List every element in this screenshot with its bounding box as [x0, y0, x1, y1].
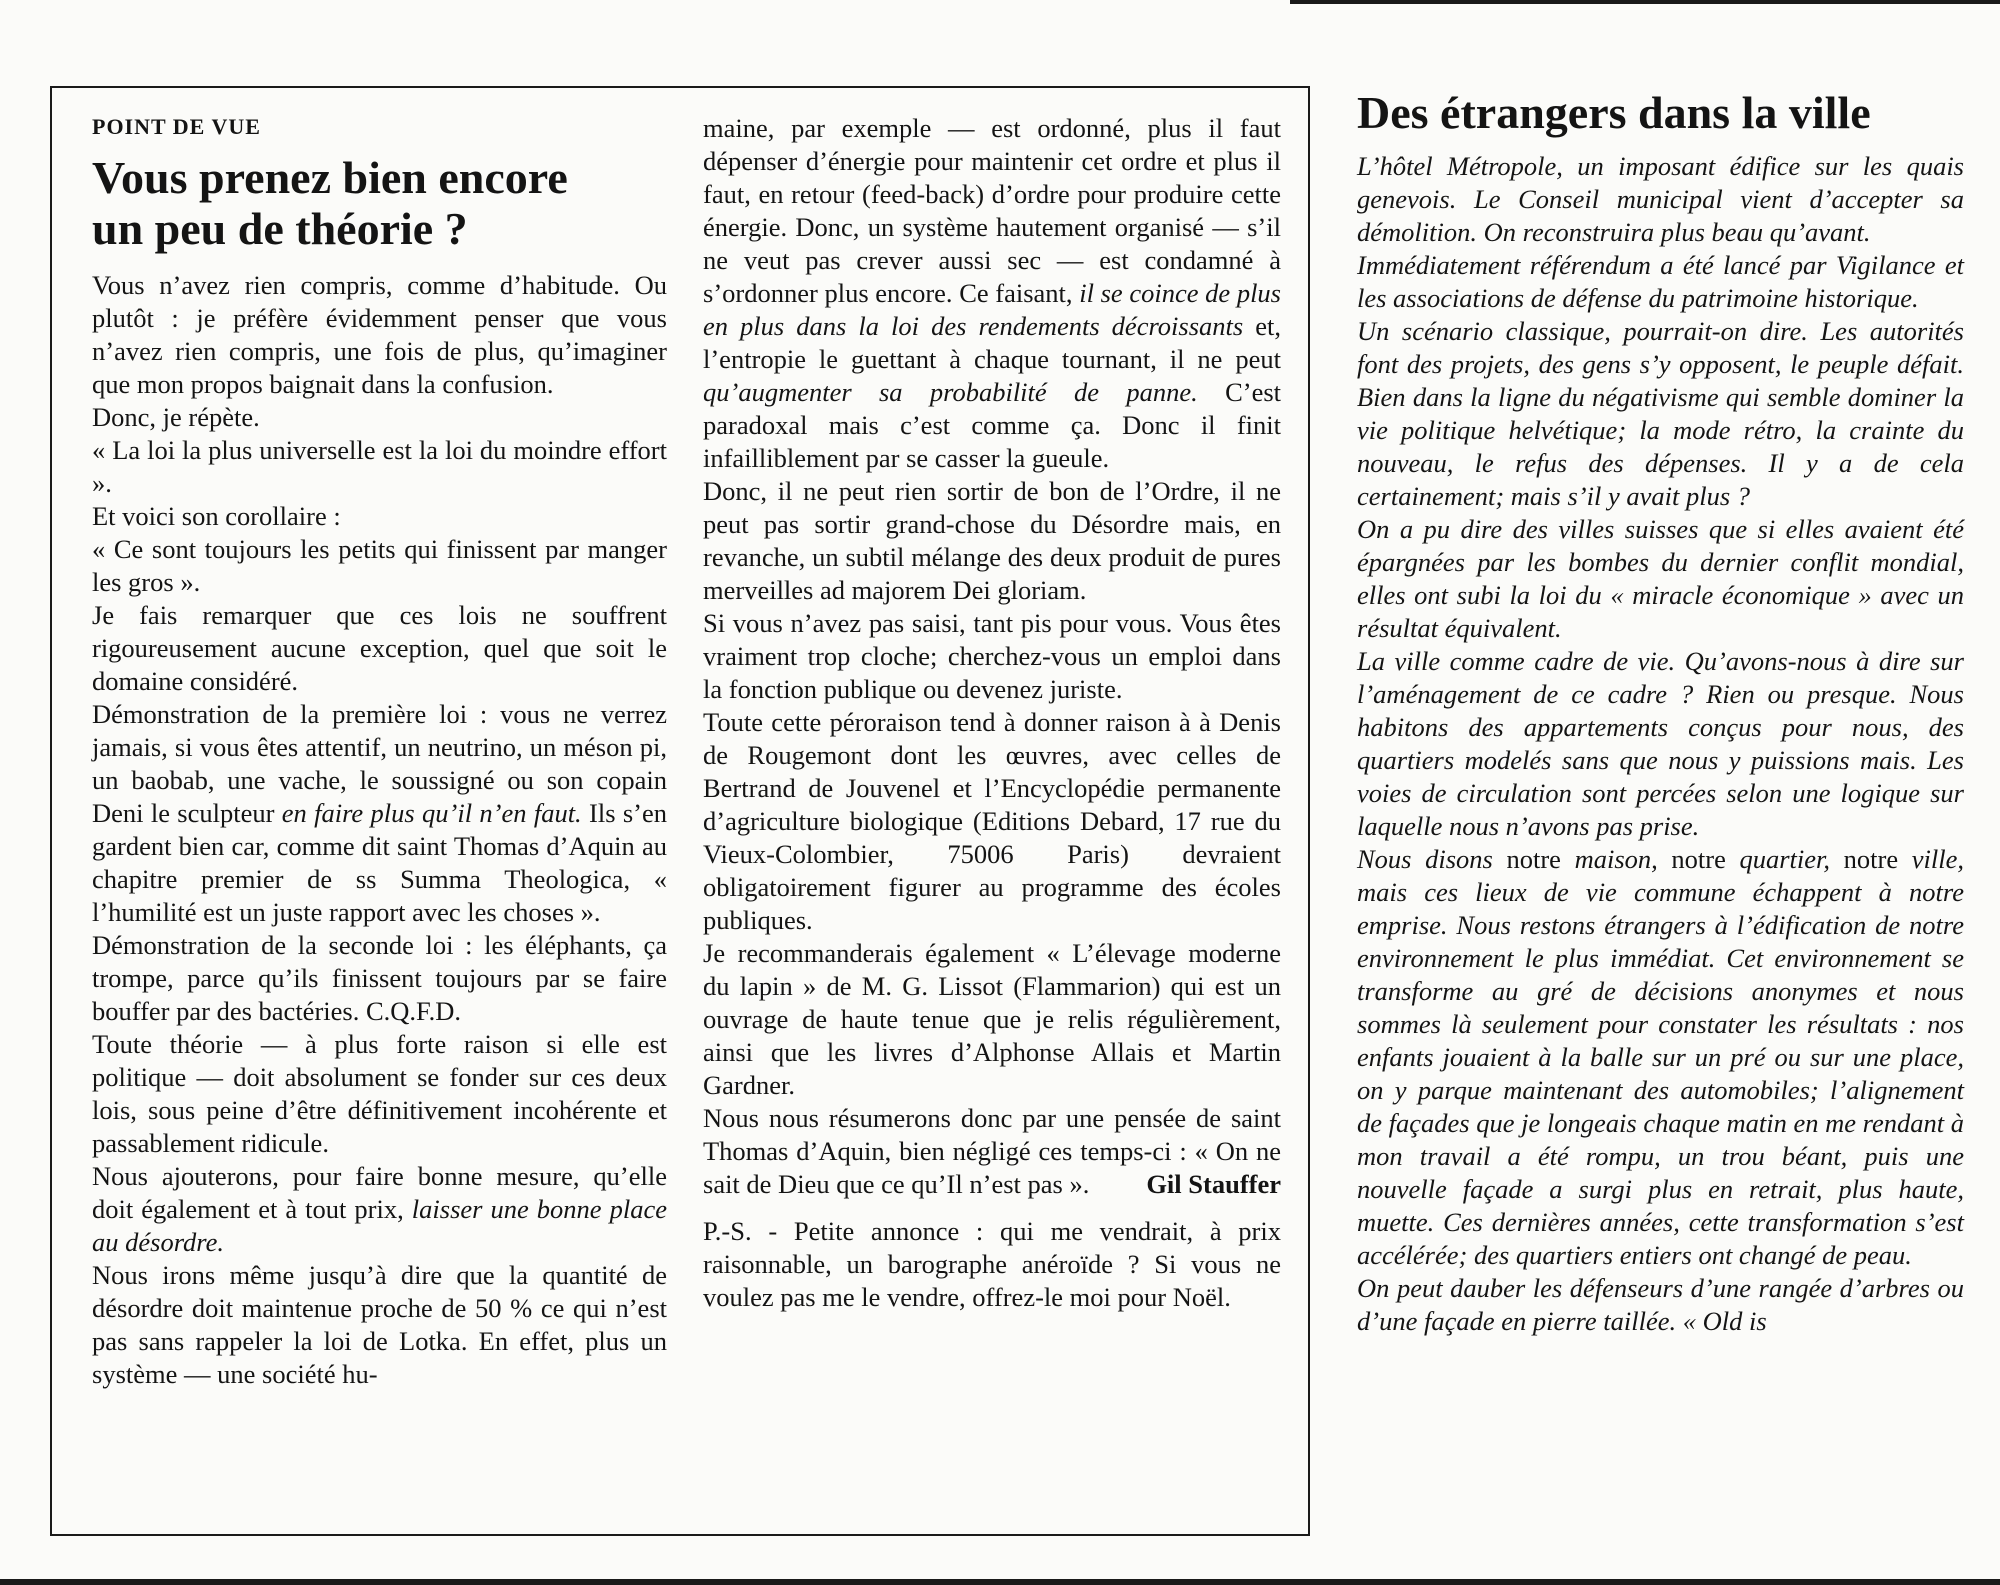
paragraph — [92, 698, 667, 929]
text-run: et, l’entropie le guettant à chaque tournant, il ne peut — [703, 311, 1282, 374]
headline-line-1: Vous prenez bien encore — [92, 152, 568, 203]
paragraph: Démonstration de la seconde loi : les éléphants, ça trompe, parce qu’ils finissent toujours par se faire bouffer par des bactéries. C.Q.F.D. — [92, 930, 667, 1026]
paragraph: Toute cette péroraison tend à donner raison à à Denis de Rougemont dont les œuvres, avec celles de Bertrand de Jouvenel et l’Encyclopédie permanente d’agriculture biologique (Editions Debard, 17 rue du Vieux-Colombier, 75006 Paris) devraient obligatoirement figurer au programme des écoles publiques. — [703, 707, 1281, 935]
article-column-1 — [92, 112, 667, 1391]
text-run: ville, mais ces lieux de vie commune échappent à notre emprise. Nous restons étrangers à l’édification de notre environnement le plus immédiat. Cet environnement se transforme au gré de décisions anonymes et nous sommes là seulement pour constater les résultats : nos enfants jouaient à la balle sur un pré ou sur une place, on y parque maintenant des automobiles; l’alignement de façades que je longeais chaque matin en me rendant à mon travail a été rompu, un trou béant, puis une nouvelle façade a surgi plus en retrait, plus haute, muette. Ces dernières années, cette transformation s’est accélérée; des quartiers entiers ont changé de peau. — [1357, 844, 1964, 1270]
paragraph: Je fais remarquer que ces lois ne souffrent rigoureusement aucune exception, quel que soit le domaine considéré. — [92, 600, 667, 696]
paragraph — [1357, 843, 1964, 1272]
text-run: Démonstration de la première loi : vous ne verrez jamais, si vous êtes attentif, un neutrino, un méson pi, un baobab, une vache, le soussigné ou son copain Deni le sculpteur — [92, 699, 667, 828]
paragraph: On peut dauber les défenseurs d’une rangée d’arbres ou d’une façade en pierre taillée. « Old is — [1357, 1273, 1964, 1336]
article-headline — [92, 152, 667, 254]
paragraph: Et voici son corollaire : — [92, 501, 341, 531]
upright-text: notre — [1843, 844, 1899, 874]
paragraph: Immédiatement référendum a été lancé par Vigilance et les associations de défense du patrimoine historique. — [1357, 250, 1964, 313]
emphasis-text: il se coince de plus en plus dans la loi des rendements décroissants — [703, 278, 1281, 341]
text-run: maine, par exemple — est ordonné, plus il faut dépenser d’énergie pour maintenir cet ordre et plus il faut, en retour (feed-back) d’ordre pour produire cette énergie. Donc, un système hautement organisé — s’il ne veut pas crever aussi sec — est condamné à s’ordonner plus encore. Ce faisant, — [703, 113, 1281, 308]
paragraph — [703, 112, 1281, 475]
paragraph: Un scénario classique, pourrait-on dire. Les autorités font des projets, des gens s’y opposent, le peuple défait. Bien dans la ligne du négativisme qui semble dominer la vie politique helvétique; la mode rétro, la crainte du nouveau, le refus des dépenses. Il y a de cela certainement; mais s’il y avait plus ? — [1357, 316, 1964, 511]
paragraph: Donc, je répète. — [92, 402, 260, 432]
headline-line-2: un peu de théorie ? — [92, 203, 468, 254]
article-headline-2: Des étrangers dans la ville — [1357, 87, 1871, 138]
bottom-rule — [0, 1579, 2000, 1585]
paragraph: Je recommanderais également « L’élevage moderne du lapin » de M. G. Lissot (Flammarion) qui est un ouvrage de haute tenue que je relis régulièrement, ainsi que les livres d’Alphonse Allais et Martin Gardner. — [703, 938, 1281, 1100]
article-column-2 — [703, 112, 1281, 1314]
postscript: P.-S. - Petite annonce : qui me vendrait, à prix raisonnable, un barographe anéroïde ? Si vous ne voulez pas me le vendre, offrez-le moi pour Noël. — [703, 1216, 1281, 1312]
paragraph: Vous n’avez rien compris, comme d’habitude. Ou plutôt : je préfère évidemment penser que vous n’avez rien compris, une fois de plus, qu’imaginer que mon propos baignait dans la confusion. — [92, 270, 667, 399]
text-run: maison, — [1560, 844, 1672, 874]
paragraph — [92, 1160, 667, 1259]
paragraph: « Ce sont toujours les petits qui finissent par manger les gros ». — [92, 534, 667, 597]
upright-text: notre — [1506, 844, 1561, 874]
text-run: quartier, — [1725, 844, 1844, 874]
top-rule — [1290, 0, 2000, 4]
emphasis-text: en faire plus qu’il n’en faut. — [281, 798, 582, 828]
paragraph: Nous nous résumerons donc par une pensée de saint Thomas d’Aquin, bien négligé ces temps-ci : « On ne sait de Dieu que ce qu’Il n’est pas ». — [703, 1103, 1281, 1199]
paragraph: Si vous n’avez pas saisi, tant pis pour vous. Vous êtes vraiment trop cloche; cherchez-vous un emploi dans la fonction publique ou devenez juriste. — [703, 608, 1281, 704]
paragraph: Donc, il ne peut rien sortir de bon de l’Ordre, il ne peut pas sortir grand-chose du Désordre mais, en revanche, un subtil mélange des deux produit de pures merveilles ad majorem Dei gloriam. — [703, 476, 1281, 605]
text-run: Nous disons — [1357, 844, 1507, 874]
upright-text: notre — [1671, 844, 1726, 874]
text-run: Nous ajouterons, pour faire bonne mesure, qu’elle doit également et à tout prix, — [92, 1161, 667, 1224]
author-signature: Gil Stauffer — [1146, 1169, 1281, 1199]
paragraph: « La loi la plus universelle est la loi du moindre effort ». — [92, 435, 667, 498]
text-run: Ils s’en gardent bien car, comme dit saint Thomas d’Aquin au chapitre premier de ss Summa Theologica, « l’humilité est un juste rapport avec les choses ». — [92, 798, 667, 927]
paragraph: L’hôtel Métropole, un imposant édifice sur les quais genevois. Le Conseil municipal vient d’accepter sa démolition. On reconstruira plus beau qu’avant. — [1357, 151, 1964, 247]
paragraph: On a pu dire des villes suisses que si elles avaient été épargnées par les bombes du dernier conflit mondial, elles ont subi la loi du « miracle économique » avec un résultat équivalent. — [1357, 514, 1964, 643]
emphasis-text: qu’augmenter sa probabilité de panne. — [703, 377, 1198, 407]
paragraph: Toute théorie — à plus forte raison si elle est politique — doit absolument se fonder sur ces deux lois, sous peine d’être définitivement incohérente et passablement ridicule. — [92, 1029, 667, 1158]
paragraph: Nous irons même jusqu’à dire que la quantité de désordre doit maintenue proche de 50 % ce qui n’est pas sans rappeler la loi de Lotka. En effet, plus un système — une société hu- — [92, 1260, 667, 1389]
text-run: C’est paradoxal mais c’est comme ça. Donc il finit infailliblement par se casser la gueule. — [703, 377, 1281, 473]
article-column-3 — [1357, 84, 1964, 1338]
emphasis-text: laisser une bonne place au désordre. — [92, 1194, 667, 1257]
section-kicker: POINT DE VUE — [92, 114, 261, 139]
paragraph: La ville comme cadre de vie. Qu’avons-nous à dire sur l’aménagement de ce cadre ? Rien ou presque. Nous habitons des appartements conçus pour nous, des quartiers modelés sans que nous y puissions mais. Les voies de circulation sont percées selon une logique sur laquelle nous n’avons pas prise. — [1357, 646, 1964, 841]
